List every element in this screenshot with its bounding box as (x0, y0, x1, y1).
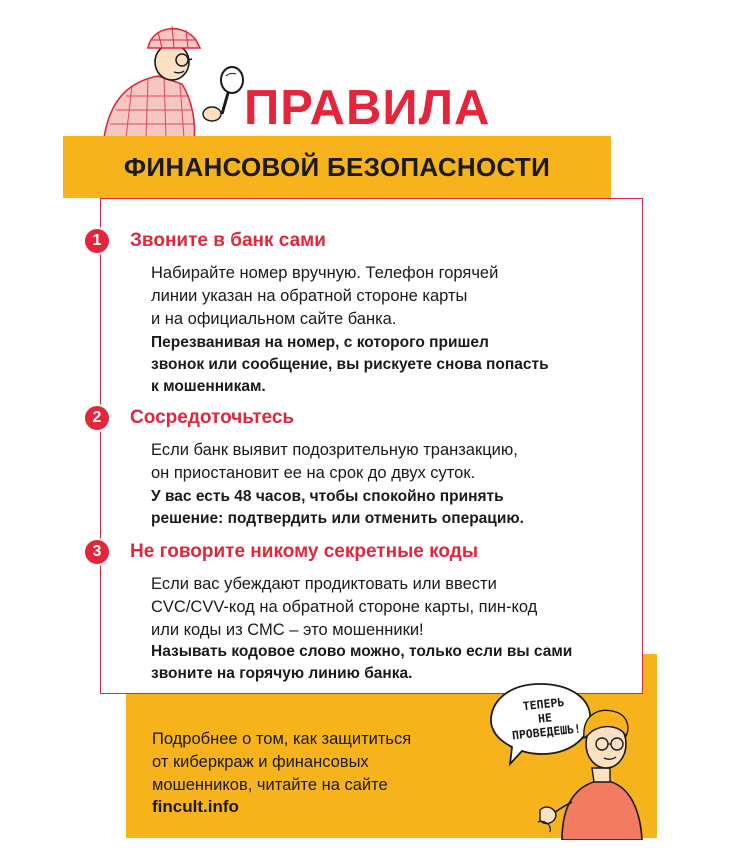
rule-warning: У вас есть 48 часов, чтобы спокойно принять решение: подтвердить или отменить операцию. (151, 488, 524, 527)
rule-number: 1 (83, 227, 111, 255)
website-link[interactable]: fincult.info (152, 797, 239, 816)
man-illustration (536, 700, 646, 840)
magnifier-icon (212, 64, 248, 124)
rule-number: 2 (83, 404, 111, 432)
rule-number: 3 (83, 538, 111, 566)
page-subtitle: ФИНАНСОВОЙ БЕЗОПАСНОСТИ (123, 151, 551, 182)
rule-heading: Сосредоточьтесь (130, 407, 295, 428)
rule-text: Если вас убеждают продиктовать или ввести CVC/CVV-код на обратной стороне карты, пин-код или коды из СМС – это мошенники! (151, 575, 538, 639)
rule-warning: Называть кодовое слово можно, только если вы сами звоните на горячую линию банка. (151, 643, 573, 682)
page-title: ПРАВИЛА (244, 81, 491, 135)
rule-text: Если банк выявит подозрительную транзакцию, он приостановит ее на срок до двух суток. (151, 441, 518, 482)
rule-warning: Перезванивая на номер, с которого пришел звонок или сообщение, вы рискуете снова попасть к мошенникам. (151, 334, 549, 395)
footer-text: Подробнее о том, как защититься от киберкраж и финансовых мошенников, читайте на сайте (152, 730, 412, 794)
rule-heading: Не говорите никому секретные коды (130, 541, 479, 562)
rule-text: Набирайте номер вручную. Телефон горячей линии указан на обратной стороне карты и на официальном сайте банка. (151, 264, 499, 328)
speech-bubble-text: ТЕПЕРЬ НЕ ПРОВЕДЕШЬ! (511, 694, 582, 743)
rule-heading: Звоните в банк сами (130, 230, 326, 251)
